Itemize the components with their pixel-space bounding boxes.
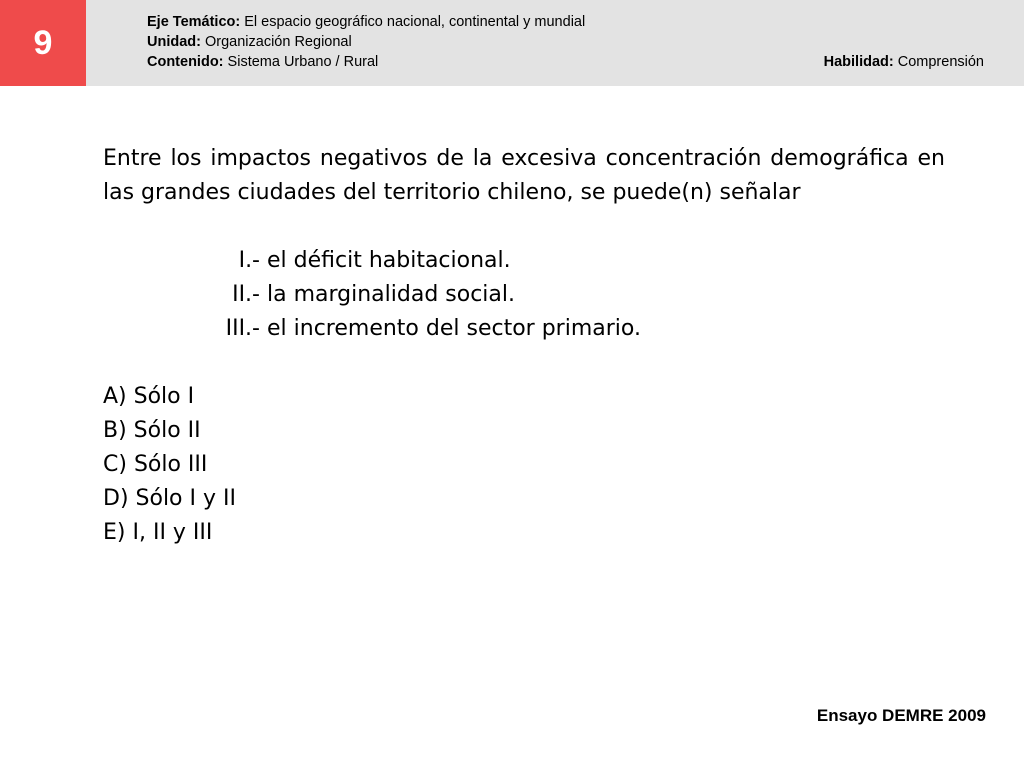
eje-row bbox=[147, 12, 585, 32]
option-b[interactable]: B) Sólo II bbox=[103, 418, 201, 443]
question-prompt: Entre los impactos negativos de la excesiva concentración demográfica en las grandes ciudades del territorio chileno, se puede(n) señalar bbox=[103, 146, 945, 205]
eje-value: El espacio geográfico nacional, continental y mundial bbox=[244, 14, 586, 30]
statement-list bbox=[103, 244, 641, 346]
option-e[interactable]: E) I, II y III bbox=[103, 520, 213, 545]
habilidad-row bbox=[824, 52, 984, 72]
habilidad-label: Habilidad: bbox=[823, 54, 894, 70]
contenido-row bbox=[147, 52, 585, 72]
statement-text: el incremento del sector primario. bbox=[267, 316, 641, 341]
unidad-value: Organización Regional bbox=[205, 34, 352, 50]
source-footer: Ensayo DEMRE 2009 bbox=[816, 706, 986, 725]
statement-text: el déficit habitacional. bbox=[267, 248, 511, 273]
statement-label: III.- bbox=[225, 316, 260, 341]
habilidad-value: Comprensión bbox=[897, 54, 984, 70]
answer-options bbox=[103, 380, 236, 550]
header-bar bbox=[0, 0, 1024, 86]
unidad-row bbox=[147, 32, 585, 52]
statement-item bbox=[103, 278, 641, 312]
contenido-label: Contenido: bbox=[147, 54, 224, 70]
option-c[interactable]: C) Sólo III bbox=[103, 452, 208, 477]
statement-text: la marginalidad social. bbox=[267, 282, 516, 307]
statement-item bbox=[103, 244, 641, 278]
unidad-label: Unidad: bbox=[147, 34, 201, 50]
statement-label: I.- bbox=[238, 248, 260, 273]
question-number: 9 bbox=[33, 23, 53, 62]
statement-item bbox=[103, 312, 641, 346]
statement-label: II.- bbox=[232, 282, 260, 307]
question-number-badge bbox=[0, 0, 86, 86]
eje-label: Eje Temático: bbox=[147, 14, 241, 30]
option-d[interactable]: D) Sólo I y II bbox=[103, 486, 236, 511]
contenido-value: Sistema Urbano / Rural bbox=[227, 54, 379, 70]
option-a[interactable]: A) Sólo I bbox=[103, 384, 195, 409]
topic-meta bbox=[147, 12, 585, 72]
